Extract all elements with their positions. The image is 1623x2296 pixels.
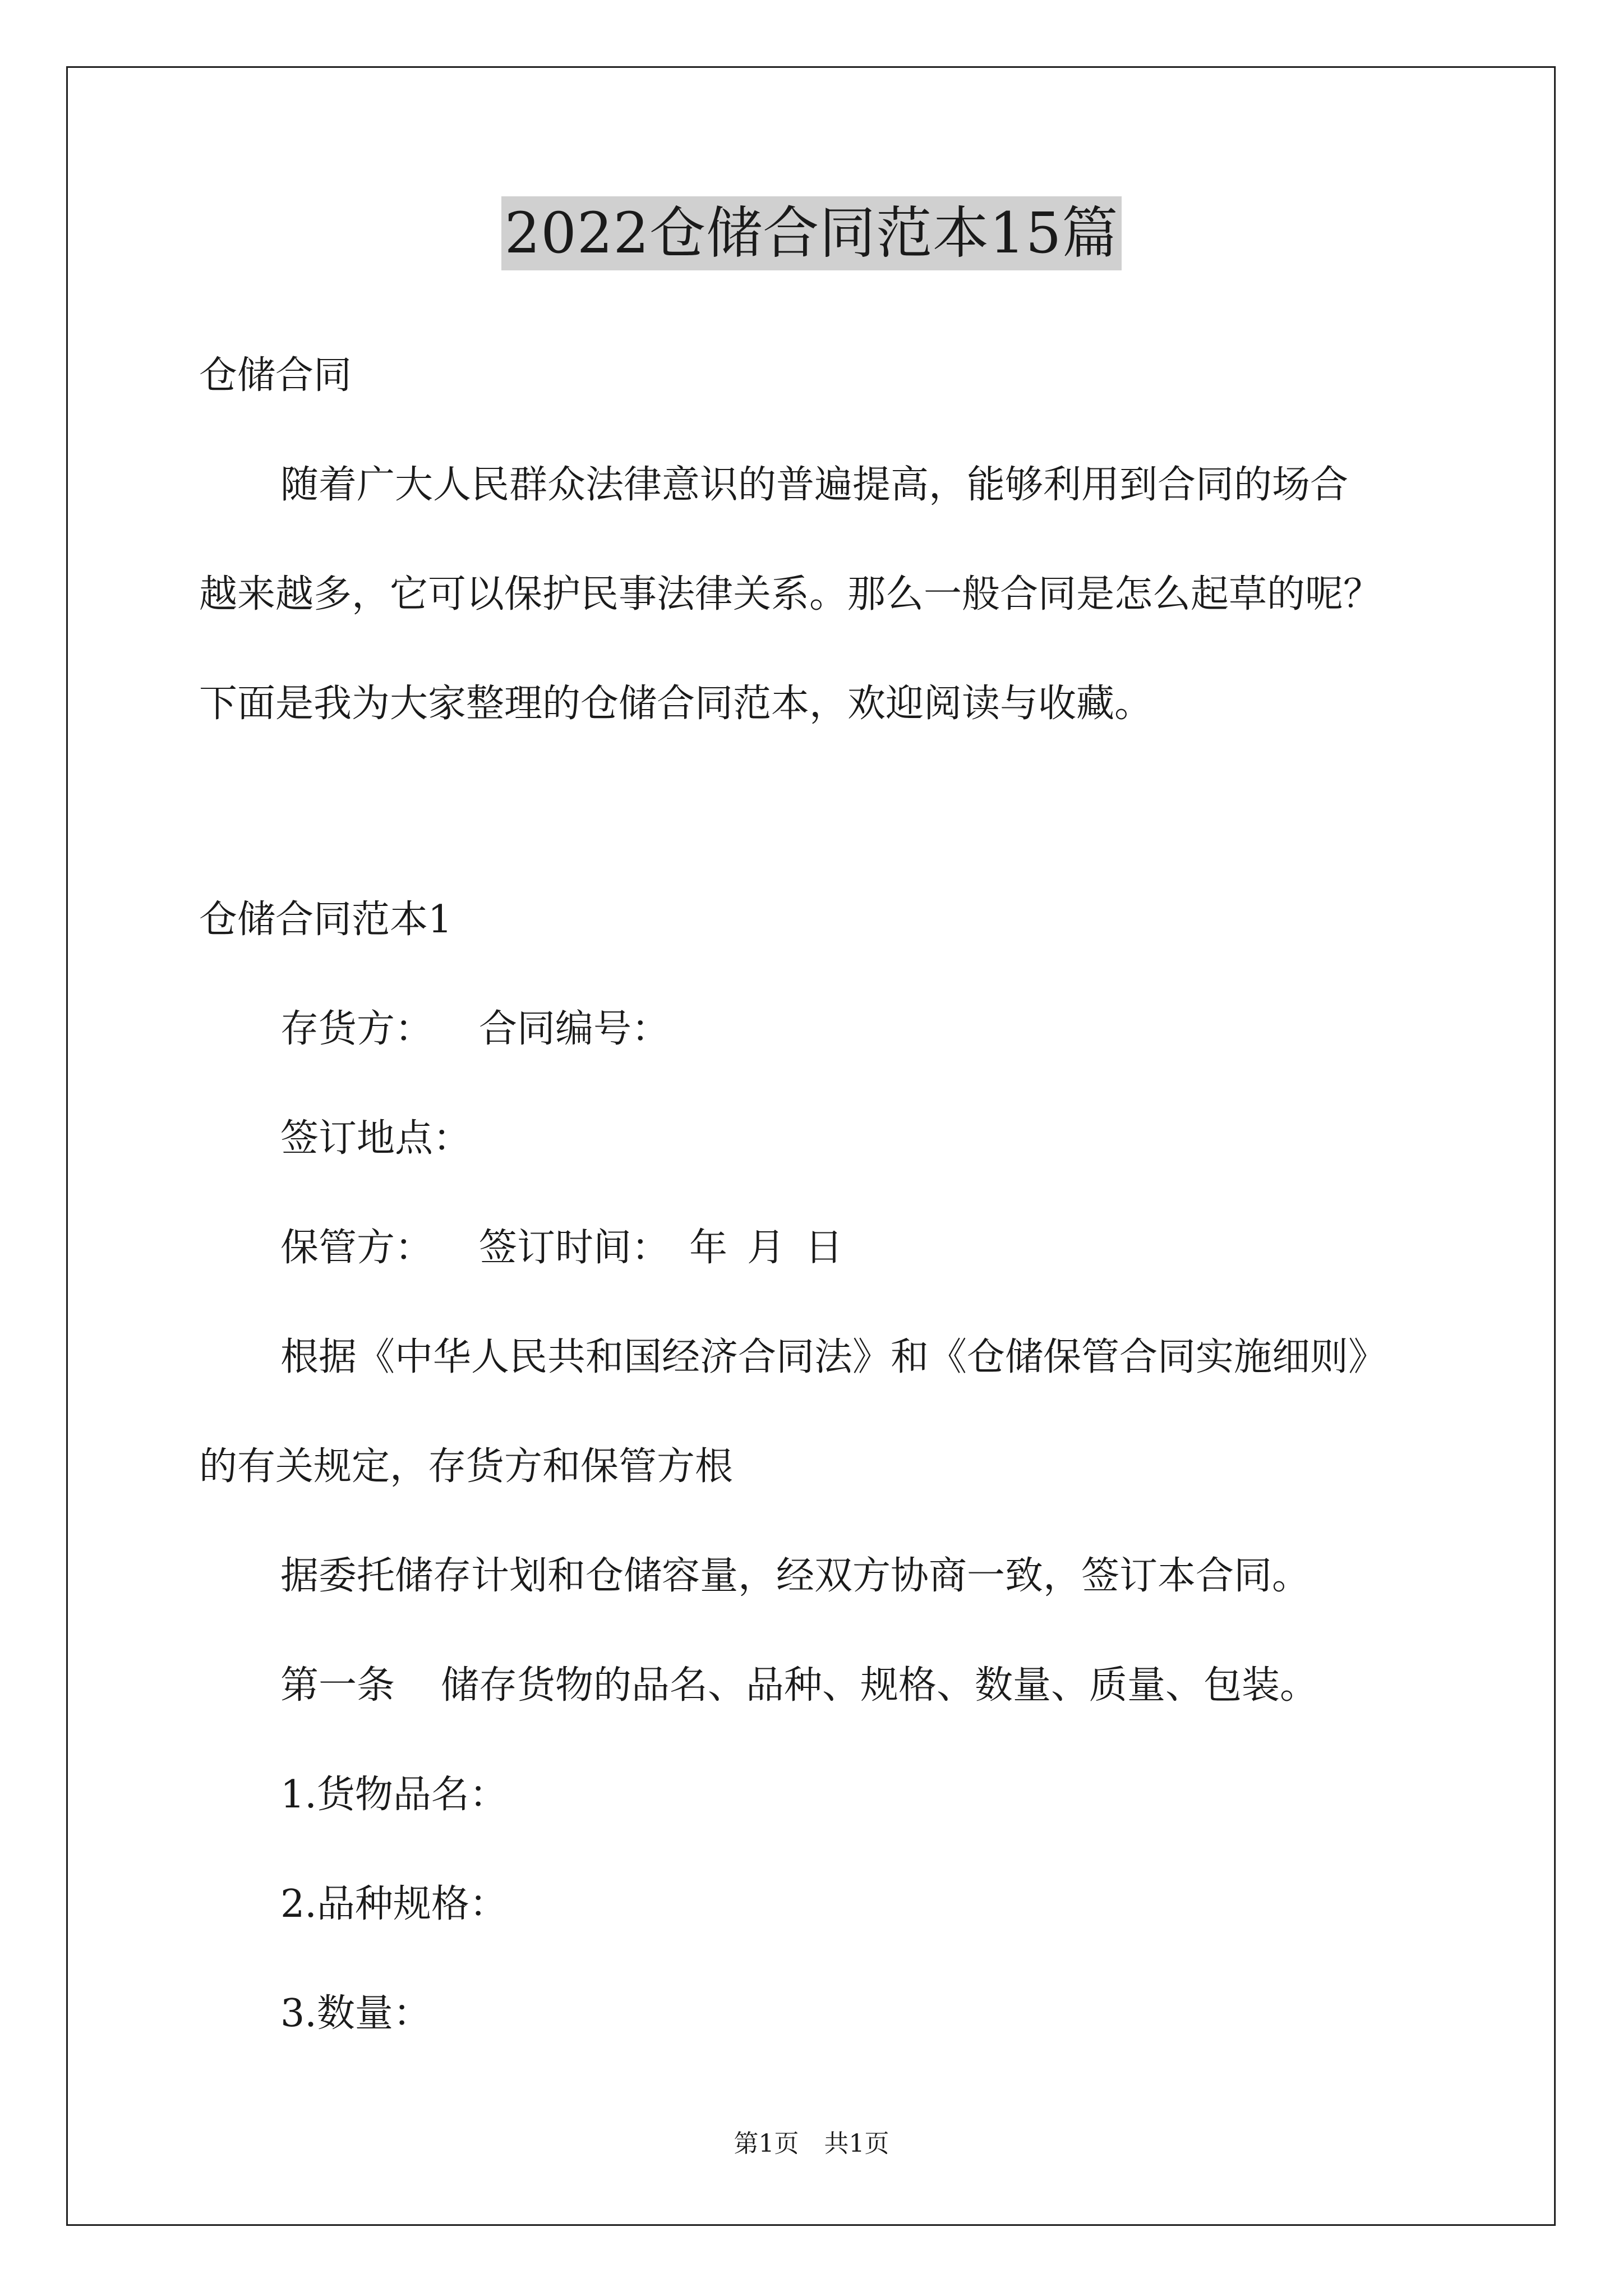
- depositor-row: [280, 1004, 670, 1055]
- intro-paragraph-line-3: 下面是我为大家整理的仓储合同范本，欢迎阅读与收藏。: [199, 682, 1153, 726]
- year-label: 年: [689, 1226, 728, 1270]
- document-title: 2022仓储合同范本15篇: [501, 196, 1122, 270]
- contract-number-label: 合同编号：: [479, 1007, 670, 1051]
- body-paragraph-line-3: 据委托储存计划和仓储容量，经双方协商一致，签订本合同。: [280, 1554, 1311, 1598]
- item-quantity: 3.数量：: [280, 1991, 431, 2036]
- body-paragraph-line-1: 根据《中华人民共和国经济合同法》和《仓储保管合同实施细则》: [280, 1335, 1387, 1379]
- article-1-label: 第一条: [280, 1663, 395, 1708]
- item-goods-name: 1.货物品名：: [280, 1773, 508, 1817]
- custodian-row: [280, 1223, 843, 1273]
- sample-heading: 仓储合同范本1: [199, 898, 453, 942]
- page-footer: [0, 2127, 1623, 2161]
- day-label: 日: [805, 1226, 843, 1270]
- article-1-row: [280, 1660, 1318, 1711]
- sign-time-label: 签订时间：: [479, 1226, 670, 1270]
- intro-paragraph-line-1: 随着广大人民群众法律意识的普遍提高，能够利用到合同的场合: [280, 463, 1349, 507]
- custodian-label: 保管方：: [280, 1226, 434, 1270]
- depositor-label: 存货方：: [280, 1007, 434, 1051]
- sign-place-label: 签订地点：: [280, 1116, 472, 1161]
- article-1-text: 储存货物的品名、品种、规格、数量、质量、包装。: [441, 1663, 1318, 1708]
- month-label: 月: [747, 1226, 786, 1270]
- item-variety-spec: 2.品种规格：: [280, 1882, 508, 1926]
- body-paragraph-line-2: 的有关规定，存货方和保管方根: [199, 1444, 734, 1489]
- section-heading: 仓储合同: [199, 353, 352, 398]
- page-number: 第1页: [734, 2129, 799, 2158]
- intro-paragraph-line-2: 越来越多，它可以保护民事法律关系。那么一般合同是怎么起草的呢？: [199, 572, 1382, 616]
- page-total: 共1页: [824, 2129, 889, 2158]
- title-container: [0, 196, 1623, 270]
